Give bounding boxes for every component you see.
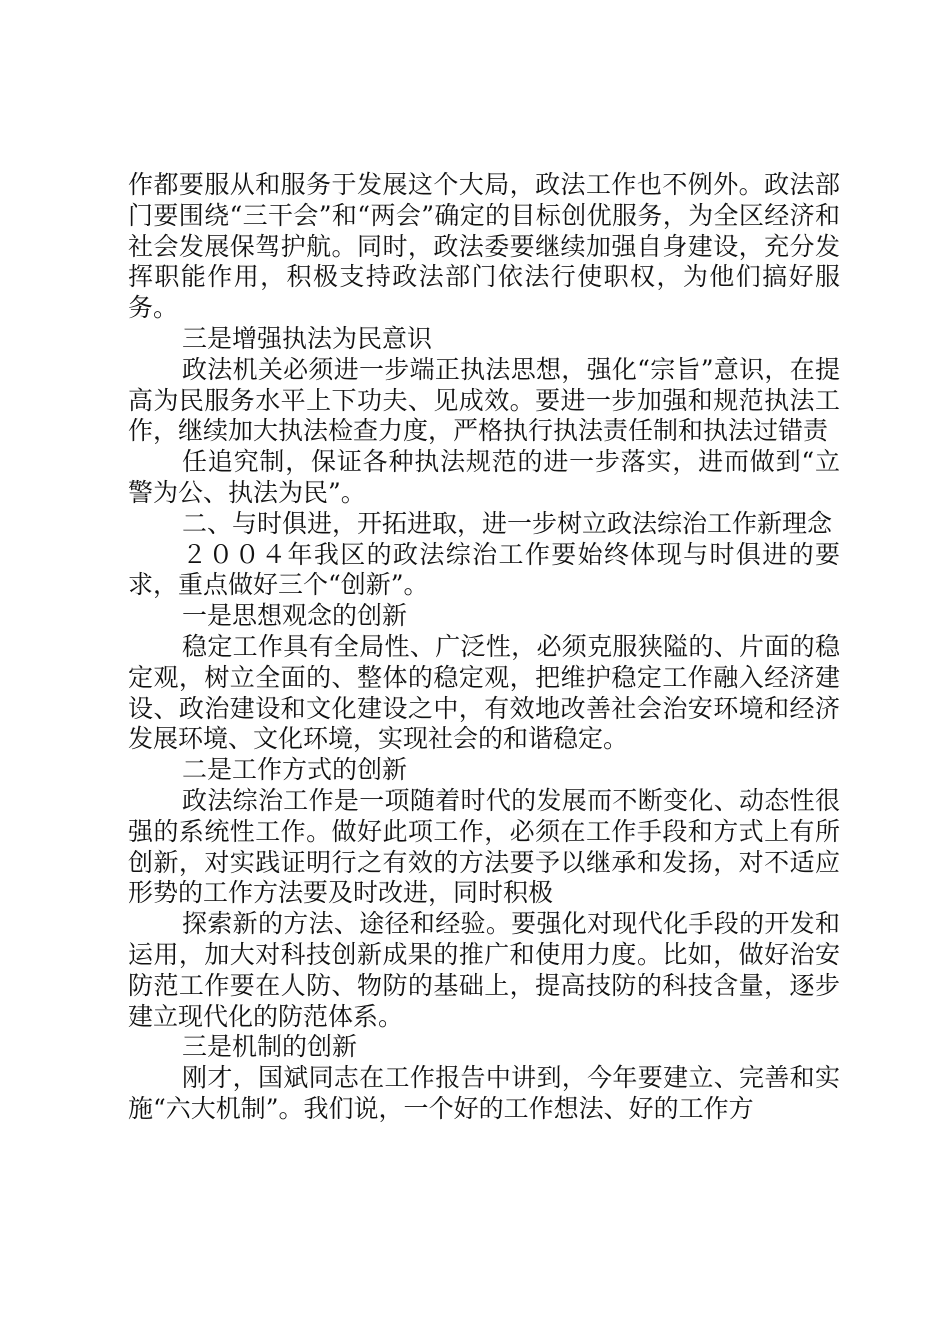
paragraph: ２００４年我区的政法综治工作要始终体现与时俱进的要求，重点做好三个“创新”。 <box>128 539 840 600</box>
heading-enhance-law-enforcement: 三是增强执法为民意识 <box>182 323 433 353</box>
paragraph: 刚才，国斌同志在工作报告中讲到，今年要建立、完善和实施“六大机制”。我们说，一个好的工作想法、好的工作方 <box>128 1063 840 1123</box>
heading-mechanism-innovation: 三是机制的创新 <box>182 1032 358 1062</box>
paragraph: 作都要服从和服务于发展这个大局，政法工作也不例外。政法部门要围绕“三干会”和“两会”确定的目标创优服务，为全区经济和社会发展保驾护航。同时，政法委要继续加强自身建设，充分发挥职能作用，积极支持政法部门依法行使职权，为他们搞好服务。 <box>128 170 840 323</box>
paragraph: 政法综治工作是一项随着时代的发展而不断变化、动态性很强的系统性工作。做好此项工作，必须在工作手段和方式上有所创新，对实践证明行之有效的方法要予以继承和发扬，对不适应形势的工作方法要及时改进，同时积极 <box>128 785 840 908</box>
paragraph: 探索新的方法、途径和经验。要强化对现代化手段的开发和运用，加大对科技创新成果的推广和使用力度。比如，做好治安防范工作要在人防、物防的基础上，提高技防的科技含量，逐步建立现代化的防范体系。 <box>128 909 840 1031</box>
paragraph: 任追究制，保证各种执法规范的进一步落实，进而做到“立警为公、执法为民”。 <box>128 447 840 507</box>
paragraph: 稳定工作具有全局性、广泛性，必须克服狭隘的、片面的稳定观，树立全面的、整体的稳定观，把维护稳定工作融入经济建设、政治建设和文化建设之中，有效地改善社会治安环境和经济发展环境、文化环境，实现社会的和谐稳定。 <box>128 631 840 754</box>
paragraph: 政法机关必须进一步端正执法思想，强化“宗旨”意识，在提高为民服务水平上下功夫、见成效。要进一步加强和规范执法工作，继续加大执法检查力度，严格执行执法责任制和执法过错责 <box>128 354 840 446</box>
heading-thinking-innovation: 一是思想观念的创新 <box>182 601 408 631</box>
section-heading-two: 二、与时俱进，开拓进取，进一步树立政法综治工作新理念 <box>182 508 833 538</box>
document-body <box>128 170 840 1125</box>
heading-working-method-innovation: 二是工作方式的创新 <box>182 755 408 785</box>
